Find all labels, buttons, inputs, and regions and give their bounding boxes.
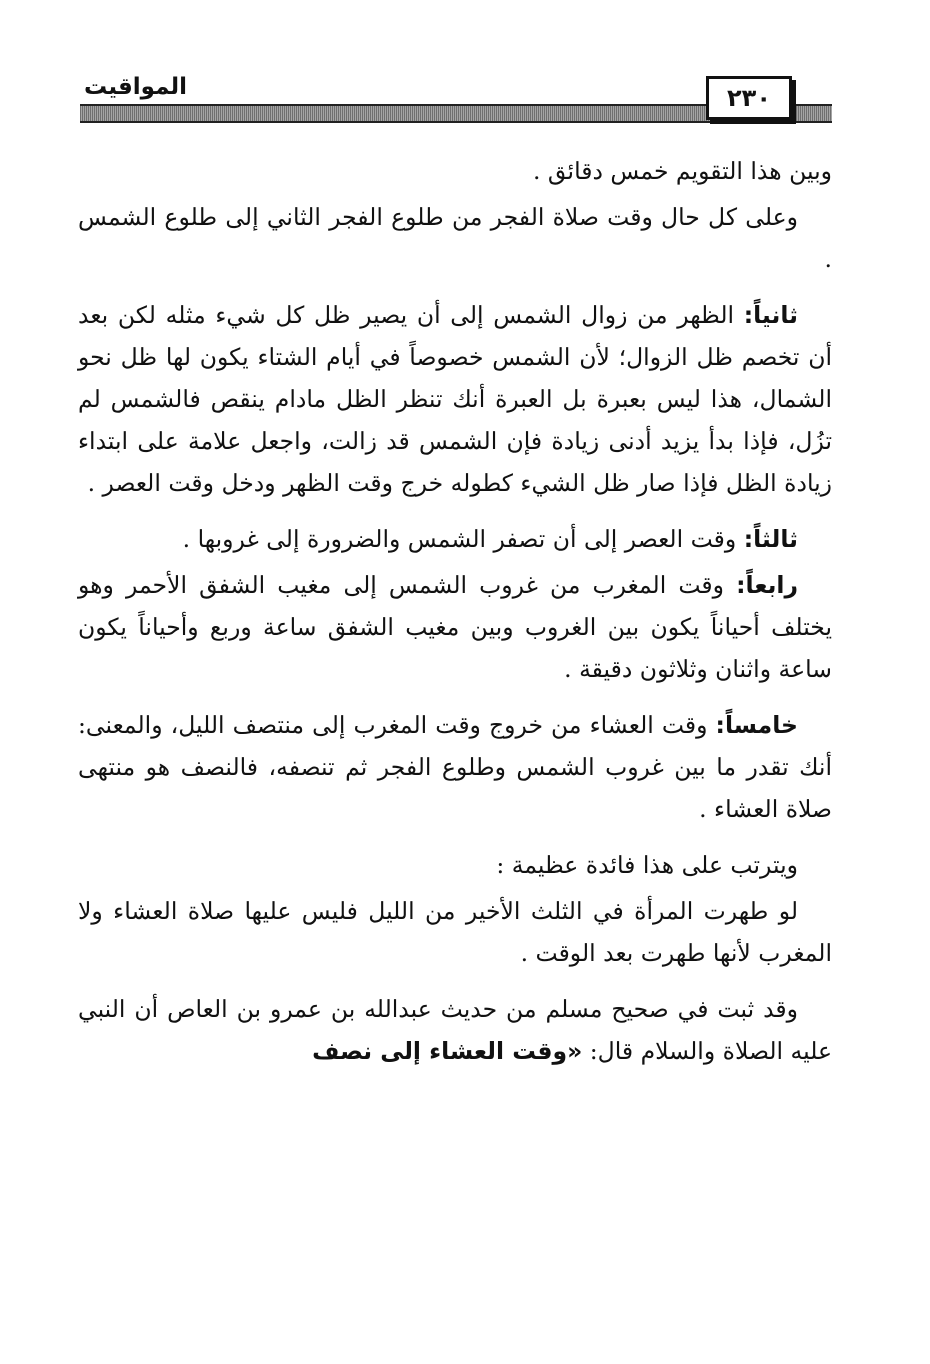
running-title: المواقيت [80, 74, 191, 100]
paragraph-text: وقت العصر إلى أن تصفر الشمس والضرورة إلى غروبها . [182, 525, 744, 553]
page-header [80, 76, 832, 126]
paragraph-fifth [78, 704, 832, 830]
hadith-quote: «وقت العشاء إلى نصف [312, 1037, 583, 1065]
paragraph-text: وقت العشاء من خروج وقت المغرب إلى منتصف الليل، والمعنى: أنك تقدر ما بين غروب الشمس وطلوع الفجر ثم تنصفه، فالنصف هو منتهى صلاة العشاء . [78, 711, 832, 823]
paragraph-text: الظهر من زوال الشمس إلى أن يصير ظل كل شيء مثله لكن بعد أن تخصم ظل الزوال؛ لأن الشمس خصوصاً في أيام الشتاء يكون لها ظل نحو الشمال، هذا ليس بعبرة بل العبرة أنك تنظر الظل مادام ينقص فالشمس لم تزُل، فإذا بدأ يزيد أدنى زيادة فإن الشمس قد زالت، واجعل علامة على ابتداء زيادة الظل فإذا صار ظل الشيء كطوله خرج وقت الظهر ودخل وقت العصر . [78, 301, 832, 497]
paragraph-text: وقد ثبت في صحيح مسلم من حديث عبدالله بن عمرو بن العاص أن النبي عليه الصلاة والسلام قال: [78, 995, 832, 1065]
paragraph [78, 150, 832, 192]
paragraph [78, 196, 832, 280]
paragraph-text: وقت المغرب من غروب الشمس إلى مغيب الشفق الأحمر وهو يختلف أحياناً يكون بين الغروب وبين مغيب الشفق ساعة وربع وأحياناً يكون ساعة واثنان وثلاثون دقيقة . [78, 571, 832, 683]
paragraph-lead: رابعاً: [736, 571, 798, 599]
paragraph [78, 844, 832, 886]
page-number: ٢٣٠ [706, 76, 792, 120]
paragraph [78, 890, 832, 974]
paragraph-second [78, 294, 832, 504]
paragraph-third [78, 518, 832, 560]
paragraph-text: لو طهرت المرأة في الثلث الأخير من الليل فليس عليها صلاة العشاء ولا المغرب لأنها طهرت بعد الوقت . [78, 897, 832, 967]
paragraph-lead: خامساً: [715, 711, 798, 739]
paragraph-text: وبين هذا التقويم خمس دقائق . [532, 157, 832, 185]
paragraph-fourth [78, 564, 832, 690]
paragraph-lead: ثانياً: [743, 301, 798, 329]
body-text [78, 150, 832, 1086]
paragraph [78, 988, 832, 1072]
paragraph-text: ويترتب على هذا فائدة عظيمة : [496, 851, 798, 879]
paragraph-text: وعلى كل حال وقت صلاة الفجر من طلوع الفجر الثاني إلى طلوع الشمس . [78, 203, 832, 273]
paragraph-lead: ثالثاً: [743, 525, 798, 553]
